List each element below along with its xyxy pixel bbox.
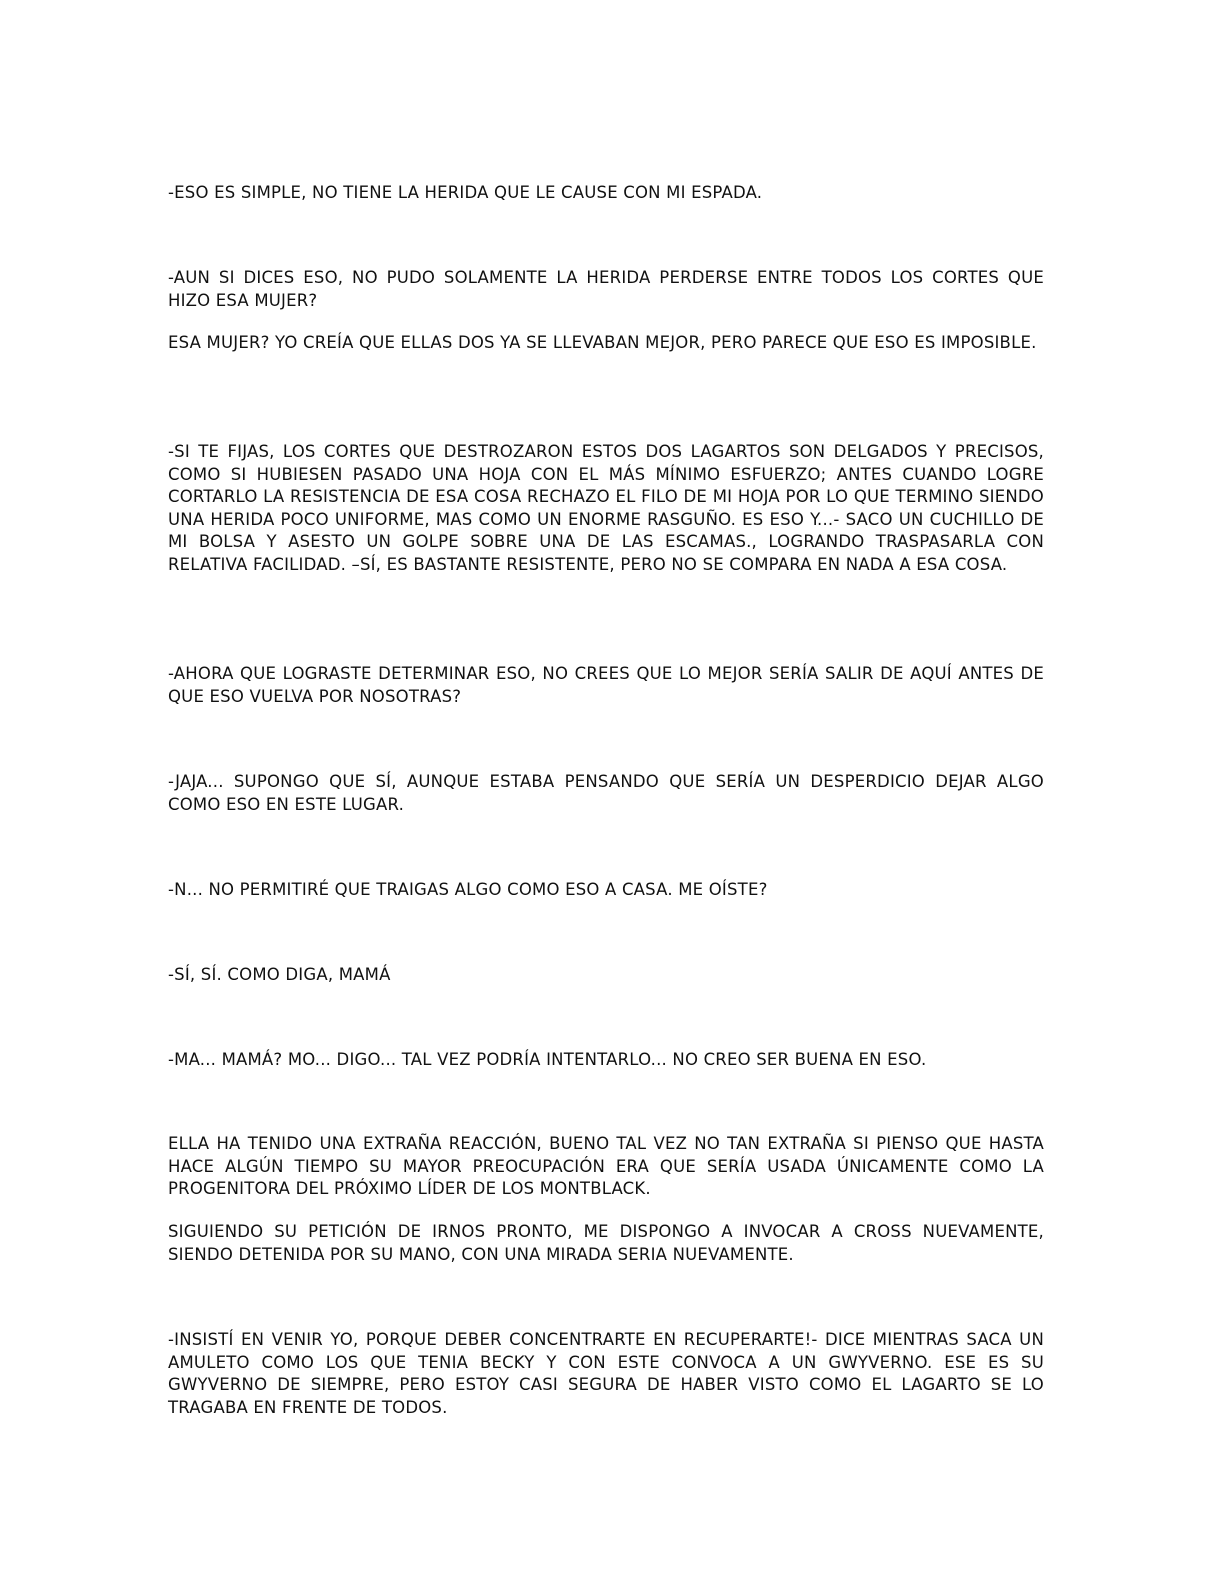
- paragraph-8: -SÍ, SÍ. COMO DIGA, MAMÁ: [168, 965, 391, 984]
- paragraph-4: -SI TE FIJAS, LOS CORTES QUE DESTROZARON ESTOS DOS LAGARTOS SON DELGADOS Y PRECISOS, COMO SI HUBIESEN PASADO UNA HOJA CON EL MÁS MÍNIMO ESFUERZO; ANTES CUANDO LOGRE CORTARLO LA RESISTENCIA DE ESA COSA RECHAZO EL FILO DE MI HOJA POR LO QUE TERMINO SIENDO UNA HERIDA POCO UNIFORME, MAS COMO UN ENORME RASGUÑO. ES ESO Y...- SACO UN CUCHILLO DE MI BOLSA Y ASESTO UN GOLPE SOBRE UNA DE LAS ESCAMAS., LOGRANDO TRASPASARLA CON RELATIVA FACILIDAD. –SÍ, ES BASTANTE RESISTENTE, PERO NO SE COMPARA EN NADA A ESA COSA.: [168, 442, 1044, 574]
- paragraph-12: -INSISTÍ EN VENIR YO, PORQUE DEBER CONCENTRARTE EN RECUPERARTE!- DICE MIENTRAS SACA UN AMULETO COMO LOS QUE TENIA BECKY Y CON ESTE CONVOCA A UN GWYVERNO. ESE ES SU GWYVERNO DE SIEMPRE, PERO ESTOY CASI SEGURA DE HABER VISTO COMO EL LAGARTO SE LO TRAGABA EN FRENTE DE TODOS.: [168, 1330, 1044, 1417]
- paragraph-7: -N... NO PERMITIRÉ QUE TRAIGAS ALGO COMO ESO A CASA. ME OÍSTE?: [168, 880, 768, 899]
- paragraph-5: -AHORA QUE LOGRASTE DETERMINAR ESO, NO CREES QUE LO MEJOR SERÍA SALIR DE AQUÍ ANTES DE QUE ESO VUELVA POR NOSOTRAS?: [168, 664, 1044, 706]
- paragraph-10: ELLA HA TENIDO UNA EXTRAÑA REACCIÓN, BUENO TAL VEZ NO TAN EXTRAÑA SI PIENSO QUE HASTA HACE ALGÚN TIEMPO SU MAYOR PREOCUPACIÓN ERA QUE SERÍA USADA ÚNICAMENTE COMO LA PROGENITORA DEL PRÓXIMO LÍDER DE LOS MONTBLACK.: [168, 1134, 1044, 1199]
- paragraph-9: -MA... MAMÁ? MO... DIGO... TAL VEZ PODRÍA INTENTARLO... NO CREO SER BUENA EN ESO.: [168, 1050, 927, 1069]
- paragraph-3: ESA MUJER? YO CREÍA QUE ELLAS DOS YA SE LLEVABAN MEJOR, PERO PARECE QUE ESO ES IMPOSIBLE.: [168, 333, 1037, 352]
- paragraph-11: SIGUIENDO SU PETICIÓN DE IRNOS PRONTO, ME DISPONGO A INVOCAR A CROSS NUEVAMENTE, SIENDO DETENIDA POR SU MANO, CON UNA MIRADA SERIA NUEVAMENTE.: [168, 1222, 1044, 1264]
- paragraph-1: -ESO ES SIMPLE, NO TIENE LA HERIDA QUE LE CAUSE CON MI ESPADA.: [168, 183, 763, 202]
- paragraph-6: -JAJA... SUPONGO QUE SÍ, AUNQUE ESTABA PENSANDO QUE SERÍA UN DESPERDICIO DEJAR ALGO COMO ESO EN ESTE LUGAR.: [168, 772, 1044, 814]
- paragraph-2: -AUN SI DICES ESO, NO PUDO SOLAMENTE LA HERIDA PERDERSE ENTRE TODOS LOS CORTES QUE HIZO ESA MUJER?: [168, 268, 1044, 310]
